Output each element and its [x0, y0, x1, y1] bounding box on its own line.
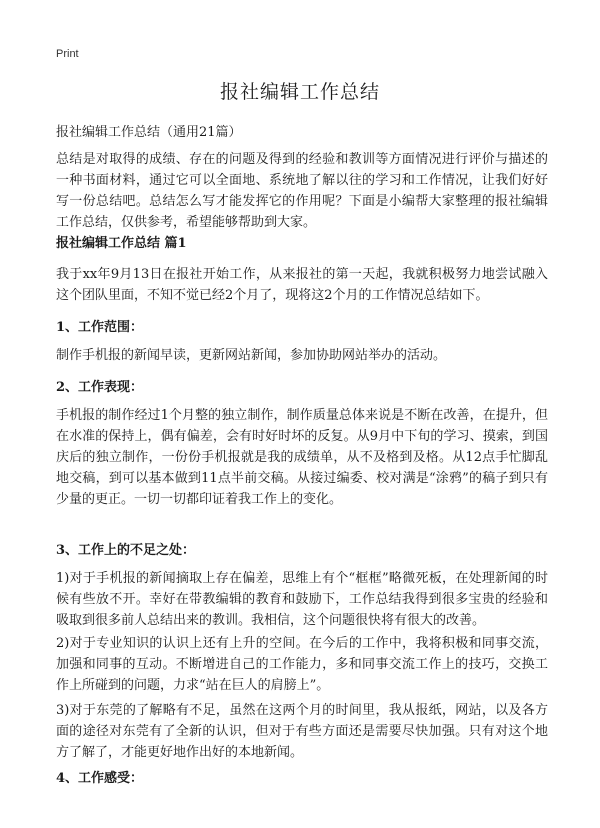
heading-work-performance: 2、工作表现： [56, 380, 144, 395]
heading-shortcomings: 3、工作上的不足之处： [56, 543, 196, 558]
document-subtitle: 报社编辑工作总结（通用21篇） [56, 125, 242, 140]
work-scope-paragraph: 制作手机报的新闻早读，更新网站新闻，参加协助网站举办的活动。 [56, 348, 447, 363]
document-title: 报社编辑工作总结 [219, 81, 380, 103]
shortcoming-2-paragraph: 2)对于专业知识的认识上还有上升的空间。在今后的工作中，我将积极和同事交流，加强和同事的互动。不断增进自己的工作能力，多和同事交流工作上的技巧，交换工作上所碰到的问题，力求“站在巨人的肩膀上”。 [56, 636, 548, 693]
heading-work-feelings: 4、工作感受： [56, 771, 144, 786]
work-performance-paragraph: 手机报的制作经过1个月整的独立制作，制作质量总体来说是不断在改善，在提升，但在水准的保持上，偶有偏差，会有时好时坏的反复。从9月中下旬的学习、摸索，到国庆后的独立制作，一份份手机报就是我的成绩单，从不及格到及格。从12点手忙脚乱地交稿，到可以基本做到11点半前交稿。从接过编委、校对满是“涂鸦”的稿子到只有少量的更正。一切一切都印证着我工作上的变化。 [56, 408, 548, 507]
print-label: Print [56, 48, 79, 60]
shortcoming-1-paragraph: 1)对于手机报的新闻摘取上存在偏差，思维上有个“框框”略微死板，在处理新闻的时候有些放不开。幸好在带教编辑的教育和鼓励下，工作总结我得到很多宝贵的经验和吸取到很多前人总结出来的教训。我相信，这个问题很快将有很大的改善。 [56, 571, 548, 628]
shortcoming-3-paragraph: 3)对于东莞的了解略有不足，虽然在这两个月的时间里，我从报纸，网站，以及各方面的途径对东莞有了全新的认识，但对于有些方面还是需要尽快加强。只有对这个地方了解了，才能更好地作出好的本地新闻。 [56, 703, 548, 760]
section-heading: 报社编辑工作总结 篇1 [56, 236, 187, 251]
heading-work-scope: 1、工作范围： [56, 320, 144, 335]
opening-paragraph: 我于xx年9月13日在报社开始工作，从来报社的第一天起，我就积极努力地尝试融入这个团队里面，不知不觉已经2个月了，现将这2个月的工作情况总结如下。 [56, 267, 548, 303]
intro-paragraph: 总结是对取得的成绩、存在的问题及得到的经验和教训等方面情况进行评价与描述的一种书面材料，通过它可以全面地、系统地了解以往的学习和工作情况，让我们好好写一份总结吧。总结怎么写才能发挥它的作用呢？下面是小编帮大家整理的报社编辑工作总结，仅供参考，希望能够帮助到大家。 [56, 152, 548, 230]
